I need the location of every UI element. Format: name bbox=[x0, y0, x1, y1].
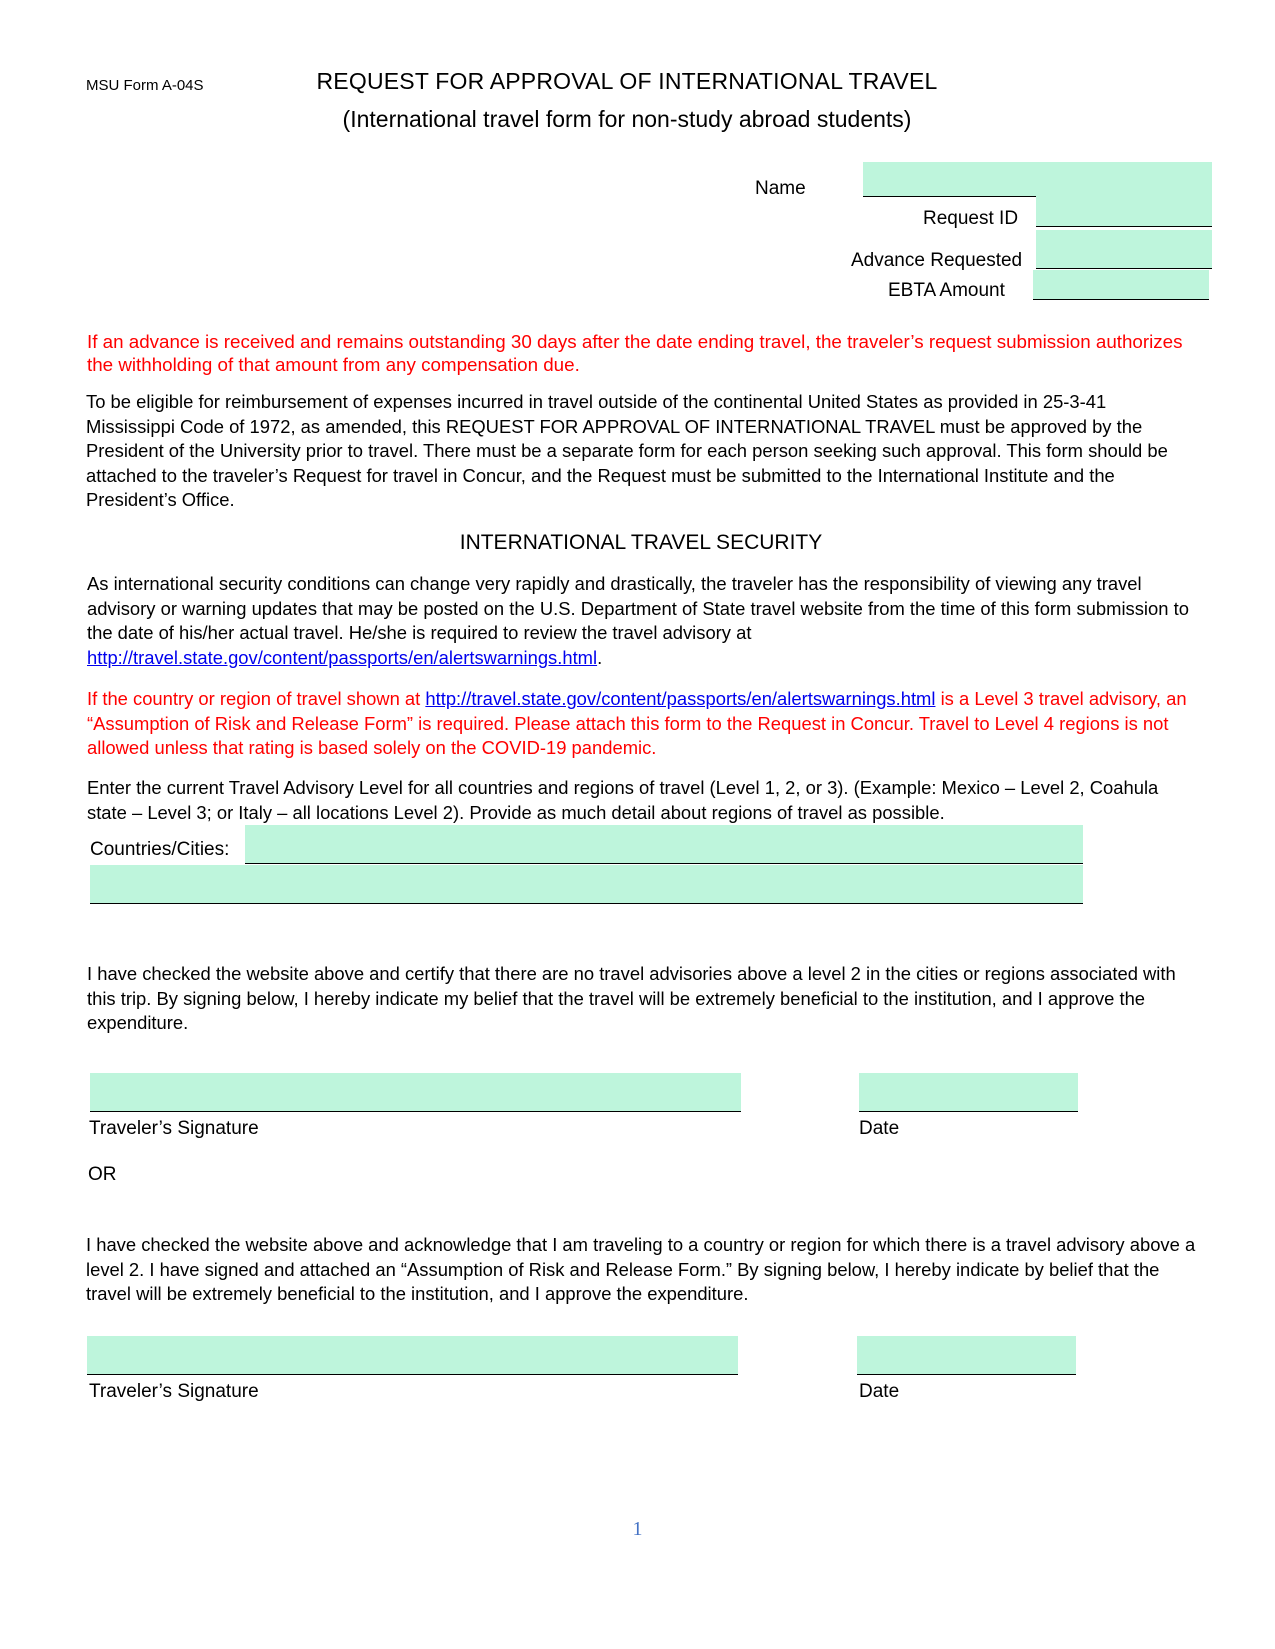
level3-warning-post: is a Level 3 travel advisory, an “Assumption of Risk and Release Form” is required. Please attach this form to the Request in Concur. Travel to Level 4 regions is not allowed unless that rating is based solely on the COVID-19 pandemic. bbox=[87, 688, 1187, 758]
form-id: MSU Form A-04S bbox=[86, 77, 204, 94]
travel-advisory-link-2[interactable]: http://travel.state.gov/content/passports/en/alertswarnings.html bbox=[425, 688, 936, 709]
traveler-signature-label-2: Traveler’s Signature bbox=[89, 1381, 259, 1402]
or-label: OR bbox=[88, 1164, 117, 1185]
level3-warning bbox=[87, 687, 1197, 761]
ebta-amount-label: EBTA Amount bbox=[888, 280, 1005, 301]
security-intro: As international security conditions can change very rapidly and drastically, the traveler has the responsibility of viewing any travel advisory or warning updates that may be posted on the U.S. Department of State travel website from the time of this form submission to the date of his/her actual travel. He/she is required to review the travel advisory at http://travel.state.gov/content/passports/en/alertswarnings.html. bbox=[87, 573, 1189, 668]
ebta-amount-field[interactable] bbox=[1033, 270, 1209, 300]
level3-warning-pre: If the country or region of travel shown at bbox=[87, 688, 421, 709]
enter-levels-instruction: Enter the current Travel Advisory Level for all countries and regions of travel (Level 1, 2, or 3). (Example: Mexico – Level 2, Coahula state – Level 3; or Italy – all locations Level 2). Provide as much detail about regions of travel as possible. bbox=[87, 777, 1159, 823]
travel-advisory-link[interactable]: http://travel.state.gov/content/passports/en/alertswarnings.html bbox=[87, 646, 598, 668]
advance-requested-field[interactable] bbox=[1036, 230, 1212, 269]
security-intro-text: As international security conditions can change very rapidly and drastically, the traveler has the responsibility of viewing any travel advisory or warning updates that may be posted on the U.S. Department of State travel website from the time of this form submission to the date of his/her actual travel. He/she is required to review the travel advisory at bbox=[87, 573, 1189, 643]
request-id-field[interactable] bbox=[1036, 196, 1212, 227]
traveler-signature-field-1[interactable] bbox=[90, 1073, 741, 1112]
countries-label: Countries/Cities: bbox=[90, 839, 230, 860]
advance-warning: If an advance is received and remains outstanding 30 days after the date ending travel, the traveler’s request submission authorizes the withholding of that amount from any compensation due. bbox=[87, 331, 1183, 375]
date-label-2: Date bbox=[859, 1381, 900, 1402]
eligibility-paragraph: To be eligible for reimbursement of expenses incurred in travel outside of the continental United States as provided in 25-3-41 Mississippi Code of 1972, as amended, this REQUEST FOR APPROVAL OF INTERNATIONAL TRAVEL must be approved by the President of the University prior to travel. There must be a separate form for each person seeking such approval. This form should be attached to the traveler’s Request for travel in Concur, and the Request must be submitted to the International Institute and the President’s Office. bbox=[86, 391, 1168, 510]
form-subtitle: (International travel form for non-study abroad students) bbox=[342, 106, 912, 132]
request-id-label: Request ID bbox=[923, 208, 1019, 229]
form-title: REQUEST FOR APPROVAL OF INTERNATIONAL TRAVEL bbox=[316, 68, 938, 94]
certify-no-advisory: I have checked the website above and certify that there are no travel advisories above a level 2 in the cities or regions associated with this trip. By signing below, I hereby indicate my belief that the travel will be extremely beneficial to the institution, and I approve the expenditure. bbox=[87, 963, 1176, 1033]
countries-field-line1[interactable] bbox=[245, 825, 1083, 864]
traveler-signature-label-1: Traveler’s Signature bbox=[89, 1118, 259, 1139]
date-field-1[interactable] bbox=[859, 1073, 1078, 1112]
name-label: Name bbox=[755, 178, 806, 199]
date-label-1: Date bbox=[859, 1118, 900, 1139]
advance-requested-label: Advance Requested bbox=[851, 250, 1023, 271]
security-heading: INTERNATIONAL TRAVEL SECURITY bbox=[459, 531, 823, 554]
date-field-2[interactable] bbox=[857, 1336, 1076, 1375]
countries-field-line2[interactable] bbox=[90, 865, 1083, 904]
traveler-signature-field-2[interactable] bbox=[87, 1336, 738, 1375]
name-field[interactable] bbox=[863, 162, 1212, 197]
page-number: 1 bbox=[632, 1518, 643, 1540]
acknowledge-advisory: I have checked the website above and acknowledge that I am traveling to a country or region for which there is a travel advisory above a level 2. I have signed and attached an “Assumption of Risk and Release Form.” By signing below, I hereby indicate by belief that the travel will be extremely beneficial to the institution, and I approve the expenditure. bbox=[86, 1234, 1196, 1304]
